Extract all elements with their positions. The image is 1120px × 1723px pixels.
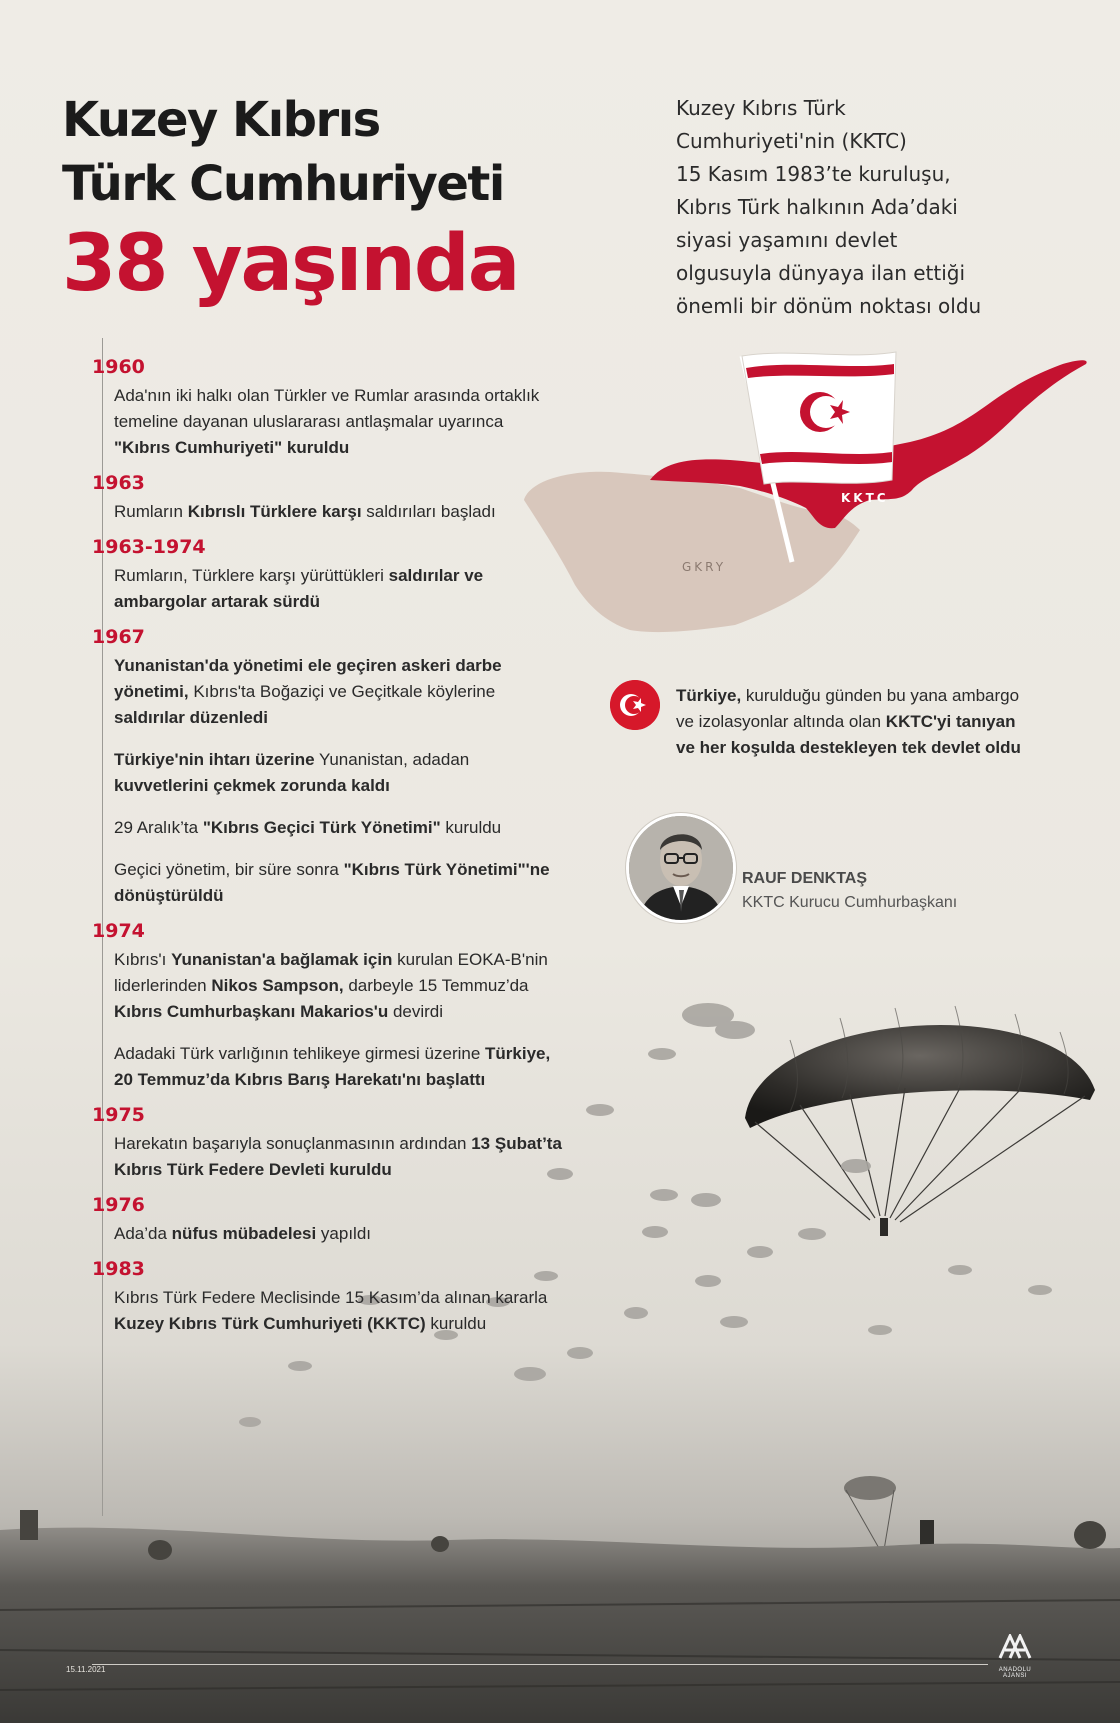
turkey-note-text: kurulduğu günden bu yana ambargo ve izolasyonlar altında olan bbox=[676, 686, 1020, 731]
text-span: darbeyle 15 Temmuz’da bbox=[343, 976, 529, 995]
timeline-year: 1976 bbox=[92, 1194, 145, 1216]
text-span: kuruldu bbox=[425, 1314, 487, 1333]
timeline-text bbox=[114, 1041, 562, 1093]
text-span: yapıldı bbox=[316, 1224, 372, 1243]
timeline-year: 1963 bbox=[92, 472, 145, 494]
timeline-text bbox=[114, 857, 562, 909]
timeline-text bbox=[114, 563, 562, 615]
text-span: Yunanistan, adadan bbox=[314, 750, 470, 769]
timeline-entry bbox=[92, 535, 562, 615]
text-bold: Nikos Sampson, bbox=[211, 976, 344, 995]
timeline-text bbox=[114, 1285, 562, 1337]
text-span: 29 Aralık’ta bbox=[114, 818, 203, 837]
timeline-text bbox=[114, 1221, 562, 1247]
text-bold: kuvvetlerini çekmek zorunda kaldı bbox=[114, 776, 390, 795]
timeline-entry bbox=[92, 919, 562, 1093]
publish-date: 15.11.2021 bbox=[66, 1665, 106, 1674]
text-span: Rumların bbox=[114, 502, 188, 521]
intro-line: 15 Kasım 1983’te kuruluşu, bbox=[676, 162, 951, 186]
text-bold: Yunanistan'da yönetimi ele geçiren askeri darbe yönetimi, bbox=[114, 656, 502, 701]
timeline-entry bbox=[92, 471, 562, 525]
person-caption bbox=[742, 870, 957, 912]
north-label: KKTC bbox=[841, 491, 889, 505]
text-span: saldırıları başladı bbox=[361, 502, 496, 521]
text-span: Ada’da bbox=[114, 1224, 172, 1243]
timeline-text bbox=[114, 747, 562, 799]
anadolu-agency-logo bbox=[986, 1634, 1044, 1679]
timeline-year: 1974 bbox=[92, 920, 145, 942]
timeline-year: 1967 bbox=[92, 626, 145, 648]
page-title bbox=[62, 88, 518, 314]
text-bold: "Kıbrıs Cumhuriyeti" kuruldu bbox=[114, 438, 350, 457]
intro-line: Kıbrıs Türk halkının Ada’daki bbox=[676, 195, 958, 219]
timeline-year: 1975 bbox=[92, 1104, 145, 1126]
text-span: Kıbrıs'ı bbox=[114, 950, 172, 969]
cyprus-map bbox=[520, 330, 1100, 670]
text-bold: Türkiye'nin ihtarı üzerine bbox=[114, 750, 315, 769]
timeline-text bbox=[114, 1131, 562, 1183]
text-span: Rumların, Türklere karşı yürüttükleri bbox=[114, 566, 389, 585]
timeline-entry bbox=[92, 1193, 562, 1247]
timeline-year: 1960 bbox=[92, 356, 145, 378]
text-bold: saldırılar ve ambargolar artarak sürdü bbox=[114, 566, 484, 611]
timeline-text bbox=[114, 947, 562, 1025]
intro-line: önemli bir dönüm noktası oldu bbox=[676, 294, 982, 318]
timeline-text bbox=[114, 383, 562, 461]
text-bold: "Kıbrıs Geçici Türk Yönetimi" bbox=[202, 818, 441, 837]
text-span: Adadaki Türk varlığının tehlikeye girmesi üzerine bbox=[114, 1044, 486, 1063]
aa-logo-icon bbox=[998, 1634, 1032, 1660]
text-bold: 13 Şubat’ta Kıbrıs Türk Federe Devleti kuruldu bbox=[114, 1134, 562, 1179]
text-bold: nüfus mübadelesi bbox=[171, 1224, 317, 1243]
text-bold: Kuzey Kıbrıs Türk Cumhuriyeti (KKTC) bbox=[114, 1314, 426, 1333]
text-bold: saldırılar düzenledi bbox=[114, 708, 268, 727]
text-span: devirdi bbox=[388, 1002, 444, 1021]
text-span: Harekatın başarıyla sonuçlanmasının ardından bbox=[114, 1134, 472, 1153]
text-span: kuruldu bbox=[440, 818, 502, 837]
timeline-year: 1963-1974 bbox=[92, 536, 206, 558]
footer-divider bbox=[92, 1664, 988, 1665]
timeline-entry bbox=[92, 625, 562, 909]
text-span: Kıbrıs'ta Boğaziçi ve Geçitkale köylerine bbox=[188, 682, 496, 701]
text-span: Kıbrıs Türk Federe Meclisinde 15 Kasım’da alınan kararla bbox=[114, 1288, 548, 1307]
timeline-year: 1983 bbox=[92, 1258, 145, 1280]
text-span: kurulan EOKA-B'nin liderlerinden bbox=[114, 950, 548, 995]
text-bold: "Kıbrıs Türk Yönetimi"'ne dönüştürüldü bbox=[114, 860, 550, 905]
text-bold: Kıbrıslı Türklere karşı bbox=[187, 502, 362, 521]
timeline bbox=[92, 345, 562, 1337]
title-line-1: Kuzey Kıbrıs bbox=[62, 92, 380, 148]
intro-line: Kuzey Kıbrıs Türk bbox=[676, 96, 846, 120]
timeline-entry bbox=[92, 1103, 562, 1183]
south-label: GKRY bbox=[682, 560, 727, 574]
turkey-note-bold: Türkiye, bbox=[676, 686, 742, 705]
timeline-text bbox=[114, 653, 562, 731]
title-line-2: Türk Cumhuriyeti bbox=[62, 156, 504, 212]
turkey-note bbox=[676, 683, 1026, 761]
intro-paragraph bbox=[676, 92, 1036, 323]
person-role: KKTC Kurucu Cumhurbaşkanı bbox=[742, 894, 958, 911]
intro-line: olgusuyla dünyaya ilan ettiği bbox=[676, 261, 966, 285]
timeline-text bbox=[114, 499, 562, 525]
title-anniversary: 38 yaşında bbox=[62, 219, 519, 309]
turkey-flag-icon bbox=[610, 680, 660, 730]
text-span: Geçici yönetim, bir süre sonra bbox=[114, 860, 344, 879]
text-span: Ada'nın iki halkı olan Türkler ve Rumlar arasında ortaklık temeline dayanan uluslararası antlaşmalar uyarınca bbox=[114, 386, 540, 431]
agency-name: ANADOLU AJANSI bbox=[998, 1667, 1032, 1679]
timeline-text bbox=[114, 815, 562, 841]
timeline-entry bbox=[92, 1257, 562, 1337]
turkey-note-bold: KKTC'yi tanıyan ve her koşulda destekleyen tek devlet oldu bbox=[676, 712, 1021, 757]
intro-line: Cumhuriyeti'nin (KKTC) bbox=[676, 129, 907, 153]
intro-line: siyasi yaşamını devlet bbox=[676, 228, 898, 252]
person-name: RAUF DENKTAŞ bbox=[742, 870, 868, 887]
timeline-entry bbox=[92, 355, 562, 461]
text-bold: Yunanistan'a bağlamak için bbox=[171, 950, 393, 969]
text-bold: Türkiye, 20 Temmuz’da Kıbrıs Barış Harekatı'nı başlattı bbox=[114, 1044, 551, 1089]
rauf-denktas-portrait bbox=[626, 813, 736, 923]
text-bold: Kıbrıs Cumhurbaşkanı Makarios'u bbox=[114, 1002, 389, 1021]
